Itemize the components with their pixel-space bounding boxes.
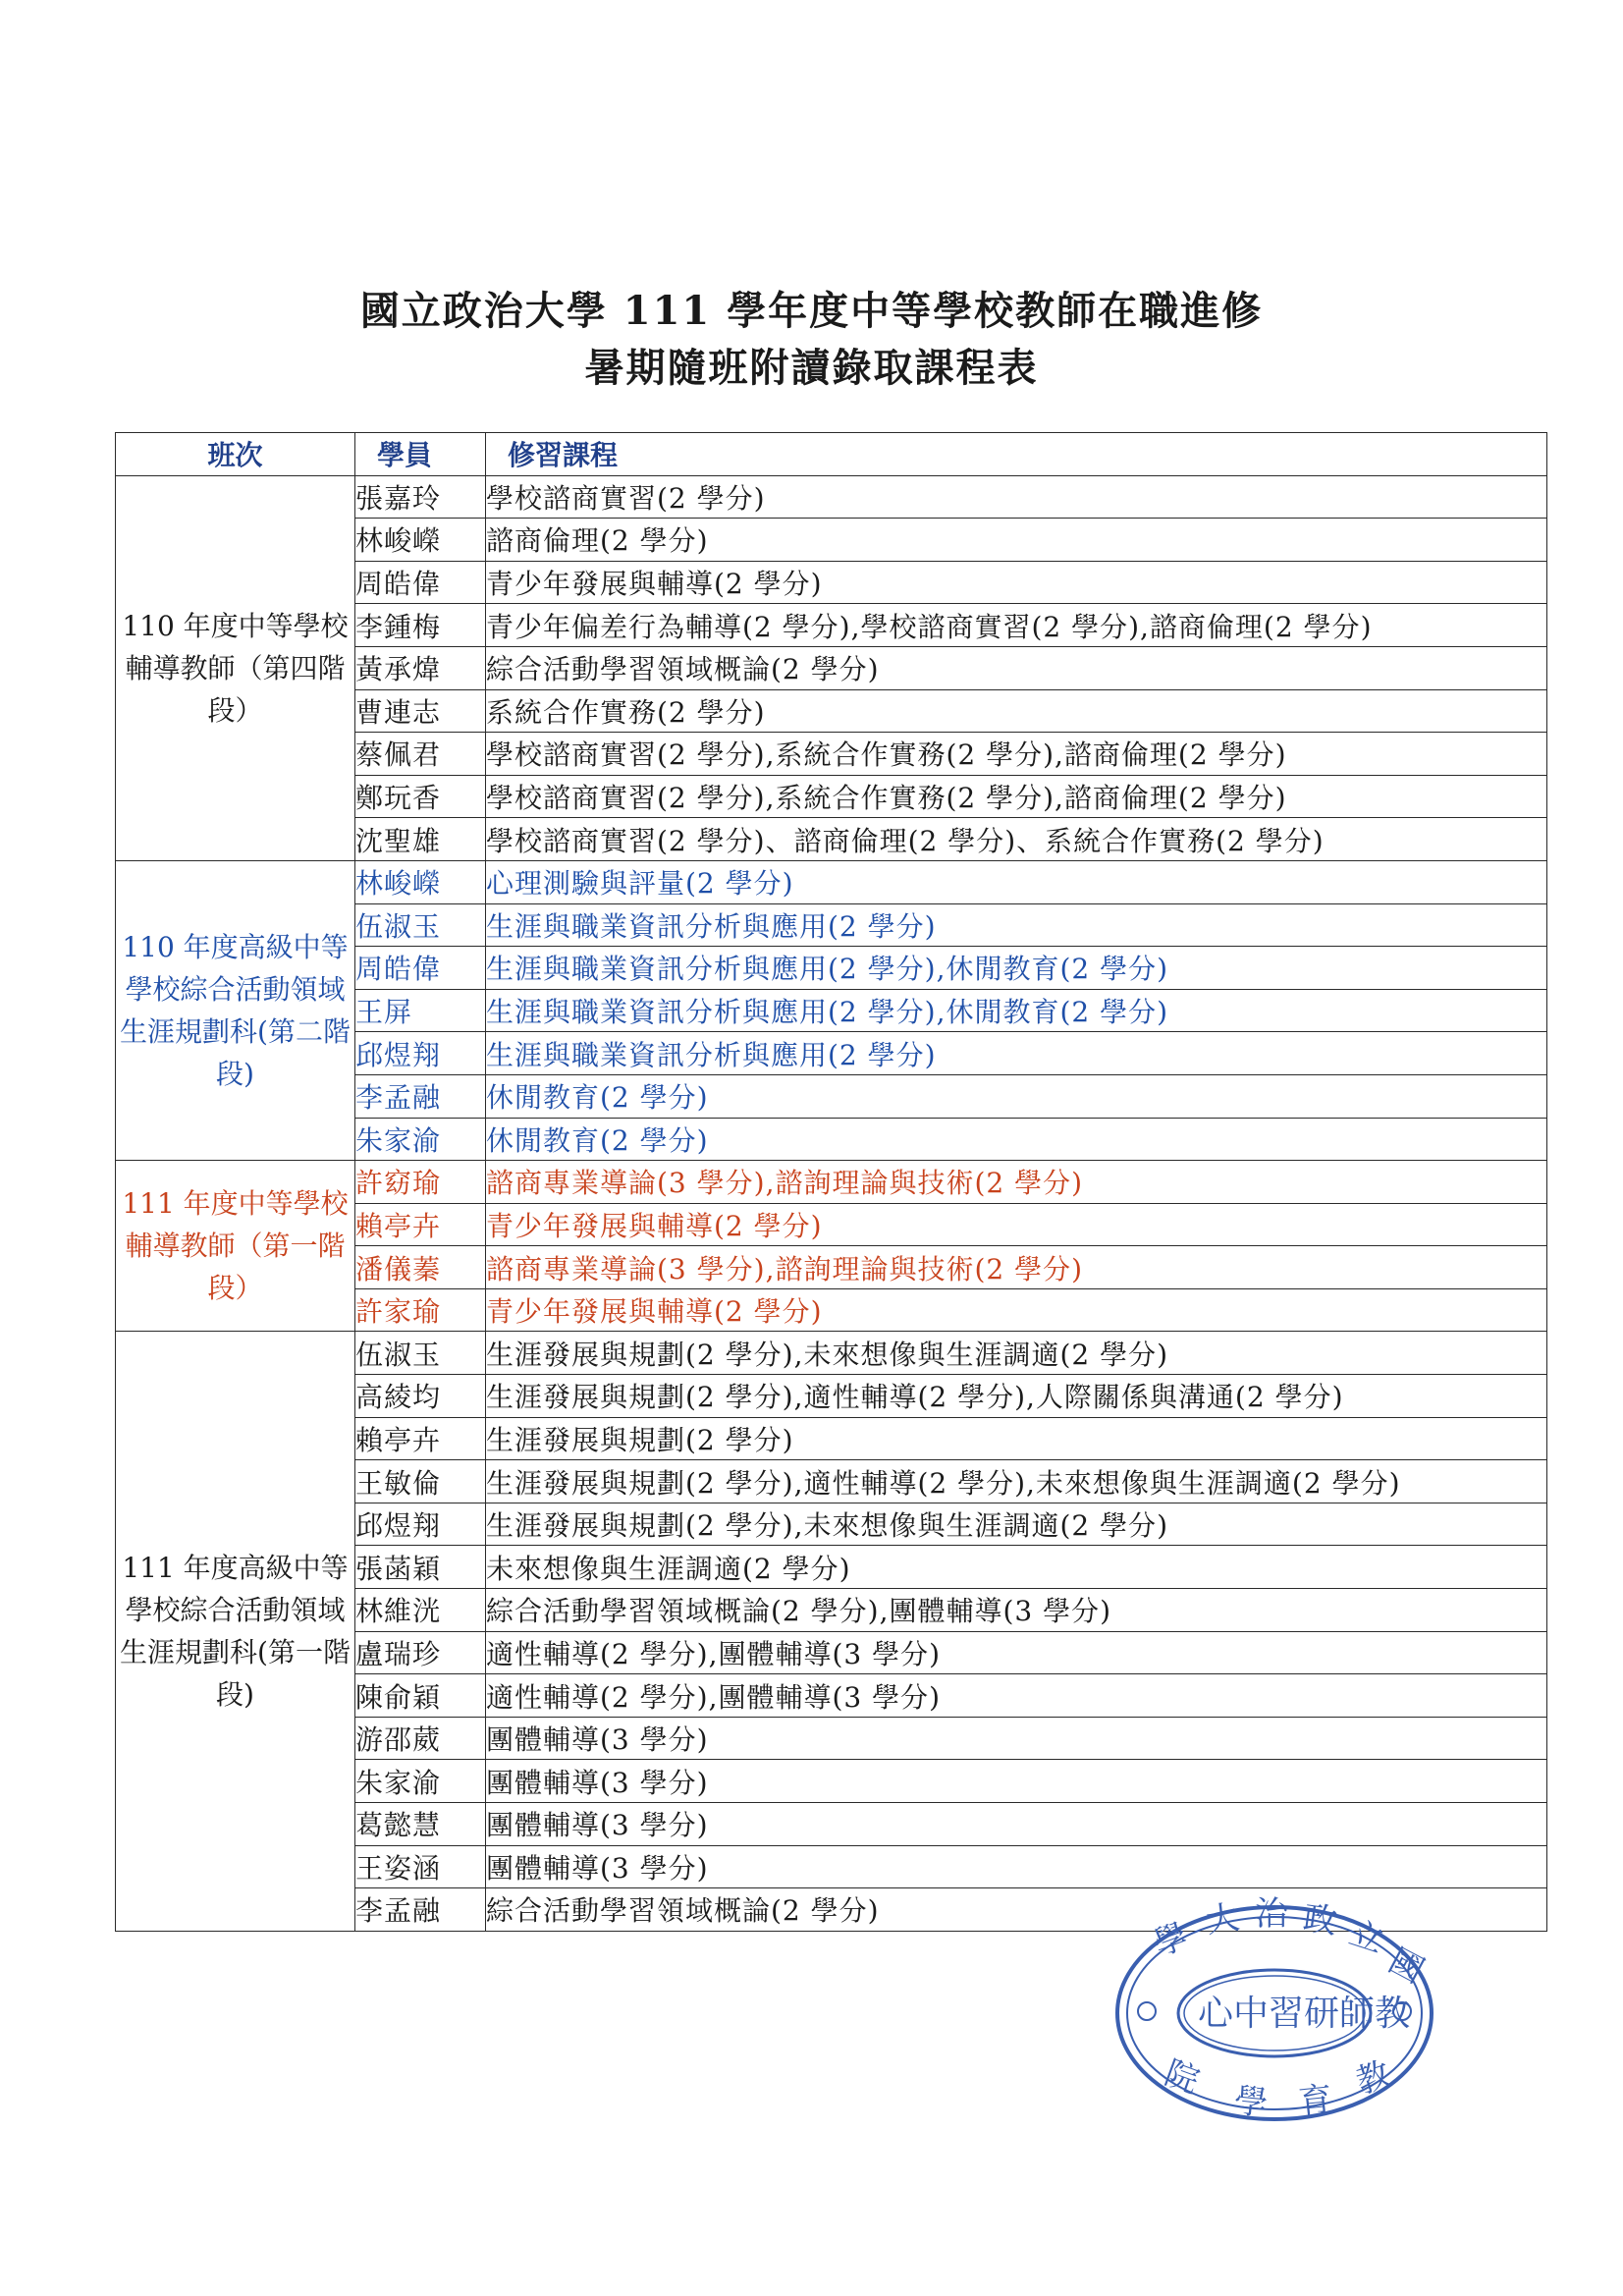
course-list: 青少年發展與輔導(2 學分)	[486, 1203, 1547, 1246]
course-list: 學校諮商實習(2 學分)、諮商倫理(2 學分)、系統合作實務(2 學分)	[486, 818, 1547, 861]
table-row	[116, 860, 1547, 903]
student-name: 邱煜翔	[355, 1503, 486, 1546]
course-list: 諮商倫理(2 學分)	[486, 519, 1547, 562]
course-list: 心理測驗與評量(2 學分)	[486, 860, 1547, 903]
student-name: 邱煜翔	[355, 1032, 486, 1075]
course-list: 團體輔導(3 學分)	[486, 1717, 1547, 1760]
header-class: 班次	[116, 433, 355, 476]
svg-text:育: 育	[1296, 2079, 1334, 2122]
header-course: 修習課程	[486, 433, 1547, 476]
student-name: 潘儀蓁	[355, 1246, 486, 1289]
table-body	[116, 475, 1547, 1931]
course-list: 適性輔導(2 學分),團體輔導(3 學分)	[486, 1674, 1547, 1718]
svg-text:院: 院	[1159, 2052, 1205, 2103]
student-name: 王屏	[355, 989, 486, 1032]
course-list: 系統合作實務(2 學分)	[486, 689, 1547, 733]
course-list: 生涯發展與規劃(2 學分),適性輔導(2 學分),未來想像與生涯調適(2 學分)	[486, 1460, 1547, 1503]
class-group-label: 111 年度中等學校輔導教師（第一階段）	[116, 1161, 355, 1332]
student-name: 張嘉玲	[355, 475, 486, 519]
course-list: 團體輔導(3 學分)	[486, 1803, 1547, 1846]
student-name: 林峻嶸	[355, 860, 486, 903]
svg-text:國: 國	[1381, 1941, 1431, 1992]
course-list: 生涯發展與規劃(2 學分),適性輔導(2 學分),人際關係與溝通(2 學分)	[486, 1375, 1547, 1418]
svg-text:學: 學	[1148, 1916, 1194, 1965]
svg-text:治: 治	[1255, 1895, 1288, 1934]
student-name: 王敏倫	[355, 1460, 486, 1503]
class-group-label: 110 年度中等學校輔導教師（第四階段）	[116, 475, 355, 860]
table-row	[116, 1332, 1547, 1375]
course-list: 青少年偏差行為輔導(2 學分),學校諮商實習(2 學分),諮商倫理(2 學分)	[486, 604, 1547, 647]
course-list: 生涯與職業資訊分析與應用(2 學分),休閒教育(2 學分)	[486, 989, 1547, 1032]
course-list: 團體輔導(3 學分)	[486, 1760, 1547, 1803]
student-name: 張菡穎	[355, 1546, 486, 1589]
course-list: 未來想像與生涯調適(2 學分)	[486, 1546, 1547, 1589]
table-row	[116, 475, 1547, 519]
course-list: 綜合活動學習領域概論(2 學分)	[486, 646, 1547, 689]
student-name: 伍淑玉	[355, 903, 486, 947]
course-list: 生涯與職業資訊分析與應用(2 學分),休閒教育(2 學分)	[486, 947, 1547, 990]
course-list: 生涯與職業資訊分析與應用(2 學分)	[486, 903, 1547, 947]
svg-text:政: 政	[1300, 1898, 1339, 1942]
course-list: 適性輔導(2 學分),團體輔導(3 學分)	[486, 1631, 1547, 1674]
course-list: 學校諮商實習(2 學分),系統合作實務(2 學分),諮商倫理(2 學分)	[486, 775, 1547, 818]
student-name: 李孟融	[355, 1074, 486, 1118]
student-name: 許家瑜	[355, 1288, 486, 1332]
student-name: 蔡佩君	[355, 733, 486, 776]
student-name: 葛懿慧	[355, 1803, 486, 1846]
table-header-row	[116, 433, 1547, 476]
course-list: 諮商專業導論(3 學分),諮詢理論與技術(2 學分)	[486, 1246, 1547, 1289]
student-name: 李鍾梅	[355, 604, 486, 647]
course-list: 綜合活動學習領域概論(2 學分)	[486, 1888, 1547, 1932]
course-list: 休閒教育(2 學分)	[486, 1118, 1547, 1161]
student-name: 陳俞穎	[355, 1674, 486, 1718]
student-name: 林峻嶸	[355, 519, 486, 562]
student-name: 李孟融	[355, 1888, 486, 1932]
course-list: 青少年發展與輔導(2 學分)	[486, 1288, 1547, 1332]
student-name: 周皓偉	[355, 947, 486, 990]
table-row	[116, 1161, 1547, 1204]
course-list: 學校諮商實習(2 學分)	[486, 475, 1547, 519]
course-list: 學校諮商實習(2 學分),系統合作實務(2 學分),諮商倫理(2 學分)	[486, 733, 1547, 776]
student-name: 朱家渝	[355, 1760, 486, 1803]
student-name: 王姿涵	[355, 1845, 486, 1888]
document-title-line-2: 暑期隨班附讀錄取課程表	[584, 345, 1039, 391]
student-name: 周皓偉	[355, 561, 486, 604]
course-list: 諮商專業導論(3 學分),諮詢理論與技術(2 學分)	[486, 1161, 1547, 1204]
course-list: 團體輔導(3 學分)	[486, 1845, 1547, 1888]
course-list: 生涯發展與規劃(2 學分),未來想像與生涯調適(2 學分)	[486, 1503, 1547, 1546]
student-name: 盧瑞珍	[355, 1631, 486, 1674]
course-list: 生涯發展與規劃(2 學分)	[486, 1417, 1547, 1460]
student-name: 沈聖雄	[355, 818, 486, 861]
student-name: 鄭玩香	[355, 775, 486, 818]
class-group-label: 110 年度高級中等學校綜合活動領域生涯規劃科(第二階段)	[116, 860, 355, 1160]
svg-text:大: 大	[1203, 1897, 1242, 1941]
document-title-line-1: 國立政治大學 111 學年度中等學校教師在職進修	[359, 288, 1264, 334]
student-name: 高綾均	[355, 1375, 486, 1418]
course-list: 生涯與職業資訊分析與應用(2 學分)	[486, 1032, 1547, 1075]
course-list: 青少年發展與輔導(2 學分)	[486, 561, 1547, 604]
student-name: 游邵葳	[355, 1717, 486, 1760]
student-name: 賴亭卉	[355, 1417, 486, 1460]
student-name: 伍淑玉	[355, 1332, 486, 1375]
class-group-label: 111 年度高級中等學校綜合活動領域生涯規劃科(第一階段)	[116, 1332, 355, 1931]
institution-seal	[1108, 1895, 1441, 2131]
course-roster-table	[115, 432, 1547, 1932]
course-list: 生涯發展與規劃(2 學分),未來想像與生涯調適(2 學分)	[486, 1332, 1547, 1375]
svg-text:心中習研師教: 心中習研師教	[1198, 1994, 1411, 2034]
svg-text:學: 學	[1232, 2081, 1271, 2124]
header-student: 學員	[355, 433, 486, 476]
student-name: 曹連志	[355, 689, 486, 733]
course-list: 休閒教育(2 學分)	[486, 1074, 1547, 1118]
student-name: 黃承煒	[355, 646, 486, 689]
svg-text:立: 立	[1344, 1913, 1388, 1962]
student-name: 許窈瑜	[355, 1161, 486, 1204]
student-name: 賴亭卉	[355, 1203, 486, 1246]
course-list: 綜合活動學習領域概論(2 學分),團體輔導(3 學分)	[486, 1589, 1547, 1632]
student-name: 林維洸	[355, 1589, 486, 1632]
svg-text:教: 教	[1351, 2054, 1396, 2103]
student-name: 朱家渝	[355, 1118, 486, 1161]
